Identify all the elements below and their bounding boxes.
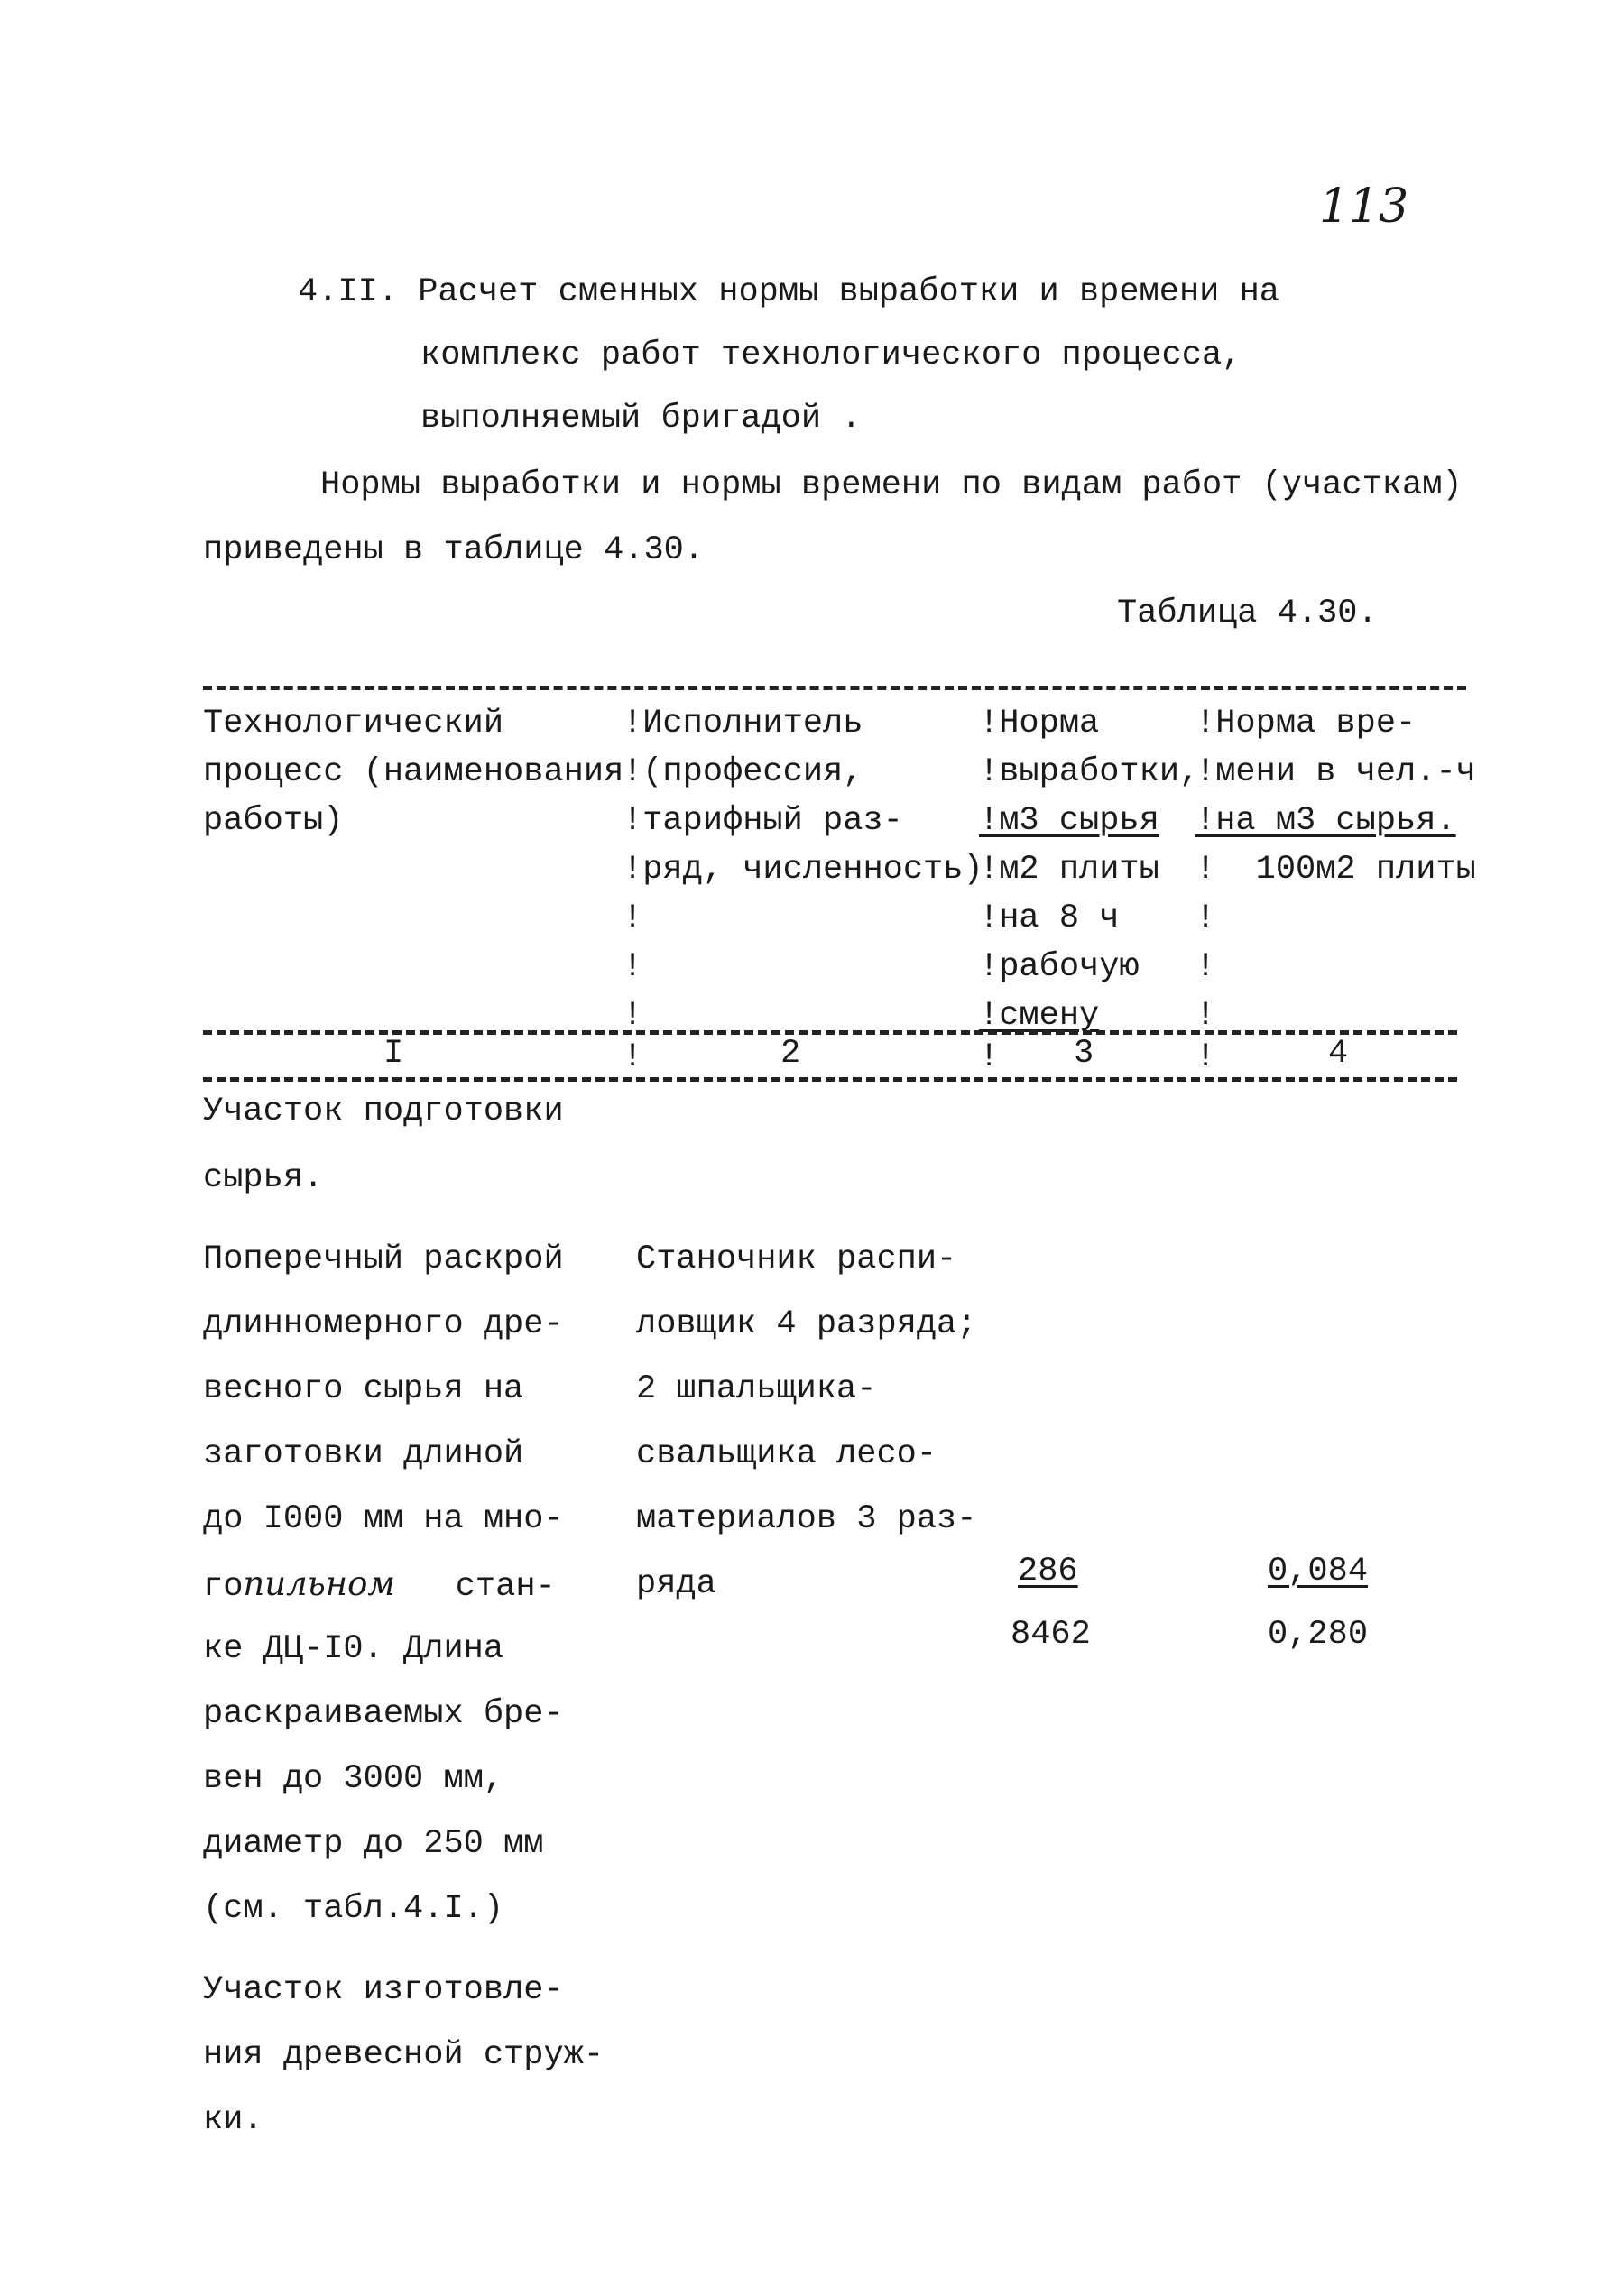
row1-process-line-4: заготовки длиной [203,1435,524,1473]
header-col2-line-5: ! [623,899,643,937]
header-col4-line-4: ! 100м2 плиты [1195,851,1476,889]
row1-executor-line-5: материалов 3 раз- [636,1500,977,1538]
row1-executor-line-1: Станочник распи- [636,1240,957,1278]
row1-process-line-10: диаметр до 250 мм [203,1825,544,1863]
row1-process-line-7: ке ДЦ-I0. Длина [203,1630,504,1668]
row1-executor-line-4: свальщика лесо- [636,1435,937,1473]
header-col1-line-1: Технологический [203,705,504,742]
row1-executor-line-2: ловщик 4 разряда; [636,1305,977,1343]
row1-norm-time-numerator: 0,084 [1268,1553,1369,1591]
header-col2-line-3: !тарифный раз- [623,802,903,840]
table-caption: Таблица 4.30. [1117,595,1378,632]
col-number-3: 3 [1074,1035,1094,1073]
section-heading-line-3: выполняемый бригадой . [420,400,862,438]
header-col1-line-2: процесс (наименования [203,753,624,791]
header-col2-line-2: !(профессия, [623,753,863,791]
header-col3-line-3: !м3 сырья [979,802,1159,840]
header-col2-line-7: ! [623,997,643,1035]
header-col3-line-2: !выработки, [979,753,1200,791]
handwritten-insertion: пильном [243,1564,396,1603]
col-number-2: 2 [780,1035,801,1073]
col-number-sep-2: ! [623,1038,643,1076]
intro-line-1: Нормы выработки и нормы времени по видам работ (участкам) [320,466,1463,504]
row1-process-line-11: (см. табл.4.I.) [203,1890,504,1928]
row1-executor-line-6: ряда [636,1565,716,1603]
header-col1-line-3: работы) [203,802,344,840]
section2-line-3: ки. [203,2101,263,2139]
header-col4-line-7: ! [1195,997,1216,1035]
row1-norm-time-denominator: 0,280 [1268,1616,1369,1654]
row1-executor-line-3: 2 шпальщика- [636,1370,877,1408]
header-col4-line-2: !мени в чел.-ч [1195,753,1476,791]
page-number: 113 [1319,180,1409,234]
header-col2-line-6: ! [623,948,643,986]
col-number-sep-3: ! [979,1038,1000,1076]
row1-process-line-2: длинномерного дре- [203,1305,564,1343]
header-col4-line-6: ! [1195,948,1216,986]
header-col3-line-6: !рабочую [979,948,1140,986]
col-numbers-bottom-rule [203,1077,1457,1082]
section2-line-1: Участок изготовле- [203,1971,564,2009]
row1-process-line-1: Поперечный раскрой [203,1240,564,1278]
header-col2-line-4: !ряд, численность) [623,851,983,889]
intro-line-2: приведены в таблице 4.30. [203,531,705,569]
section2-line-2: ния древесной струж- [203,2036,605,2074]
row1-process-line-5: до I000 мм на мно- [203,1500,564,1538]
header-col4-line-1: !Норма вре- [1195,705,1417,742]
header-col3-line-4: !м2 плиты [979,851,1159,889]
row1-process-line-9: вен до 3000 мм, [203,1760,504,1798]
row1-process-line-3: весного сырья на [203,1370,524,1408]
header-col3-line-7: !смену [979,997,1100,1035]
header-col4-line-5: ! [1195,899,1216,937]
col-number-sep-4: ! [1195,1038,1216,1076]
header-col3-line-1: !Норма [979,705,1100,742]
header-col3-line-5: !на 8 ч [979,899,1120,937]
header-col4-line-3: !на м3 сырья. [1195,802,1456,840]
row1-process-line-8: раскраиваемых бре- [203,1695,564,1733]
section1-line-2: сырья. [203,1159,324,1197]
section1-line-1: Участок подготовки [203,1093,564,1130]
section-heading-line-1: 4.II. Расчет сменных нормы выработки и времени на [298,273,1279,311]
row1-norm-output-numerator: 286 [1018,1553,1078,1591]
table-top-rule [203,686,1466,690]
row1-process-line-6: гопильном стан- [203,1564,556,1606]
col-number-1: I [383,1035,404,1073]
header-col2-line-1: !Исполнитель [623,705,863,742]
row1-norm-output-denominator: 8462 [1011,1616,1091,1654]
col-number-4: 4 [1328,1035,1349,1073]
section-heading-line-2: комплекс работ технологического процесса, [420,337,1242,374]
